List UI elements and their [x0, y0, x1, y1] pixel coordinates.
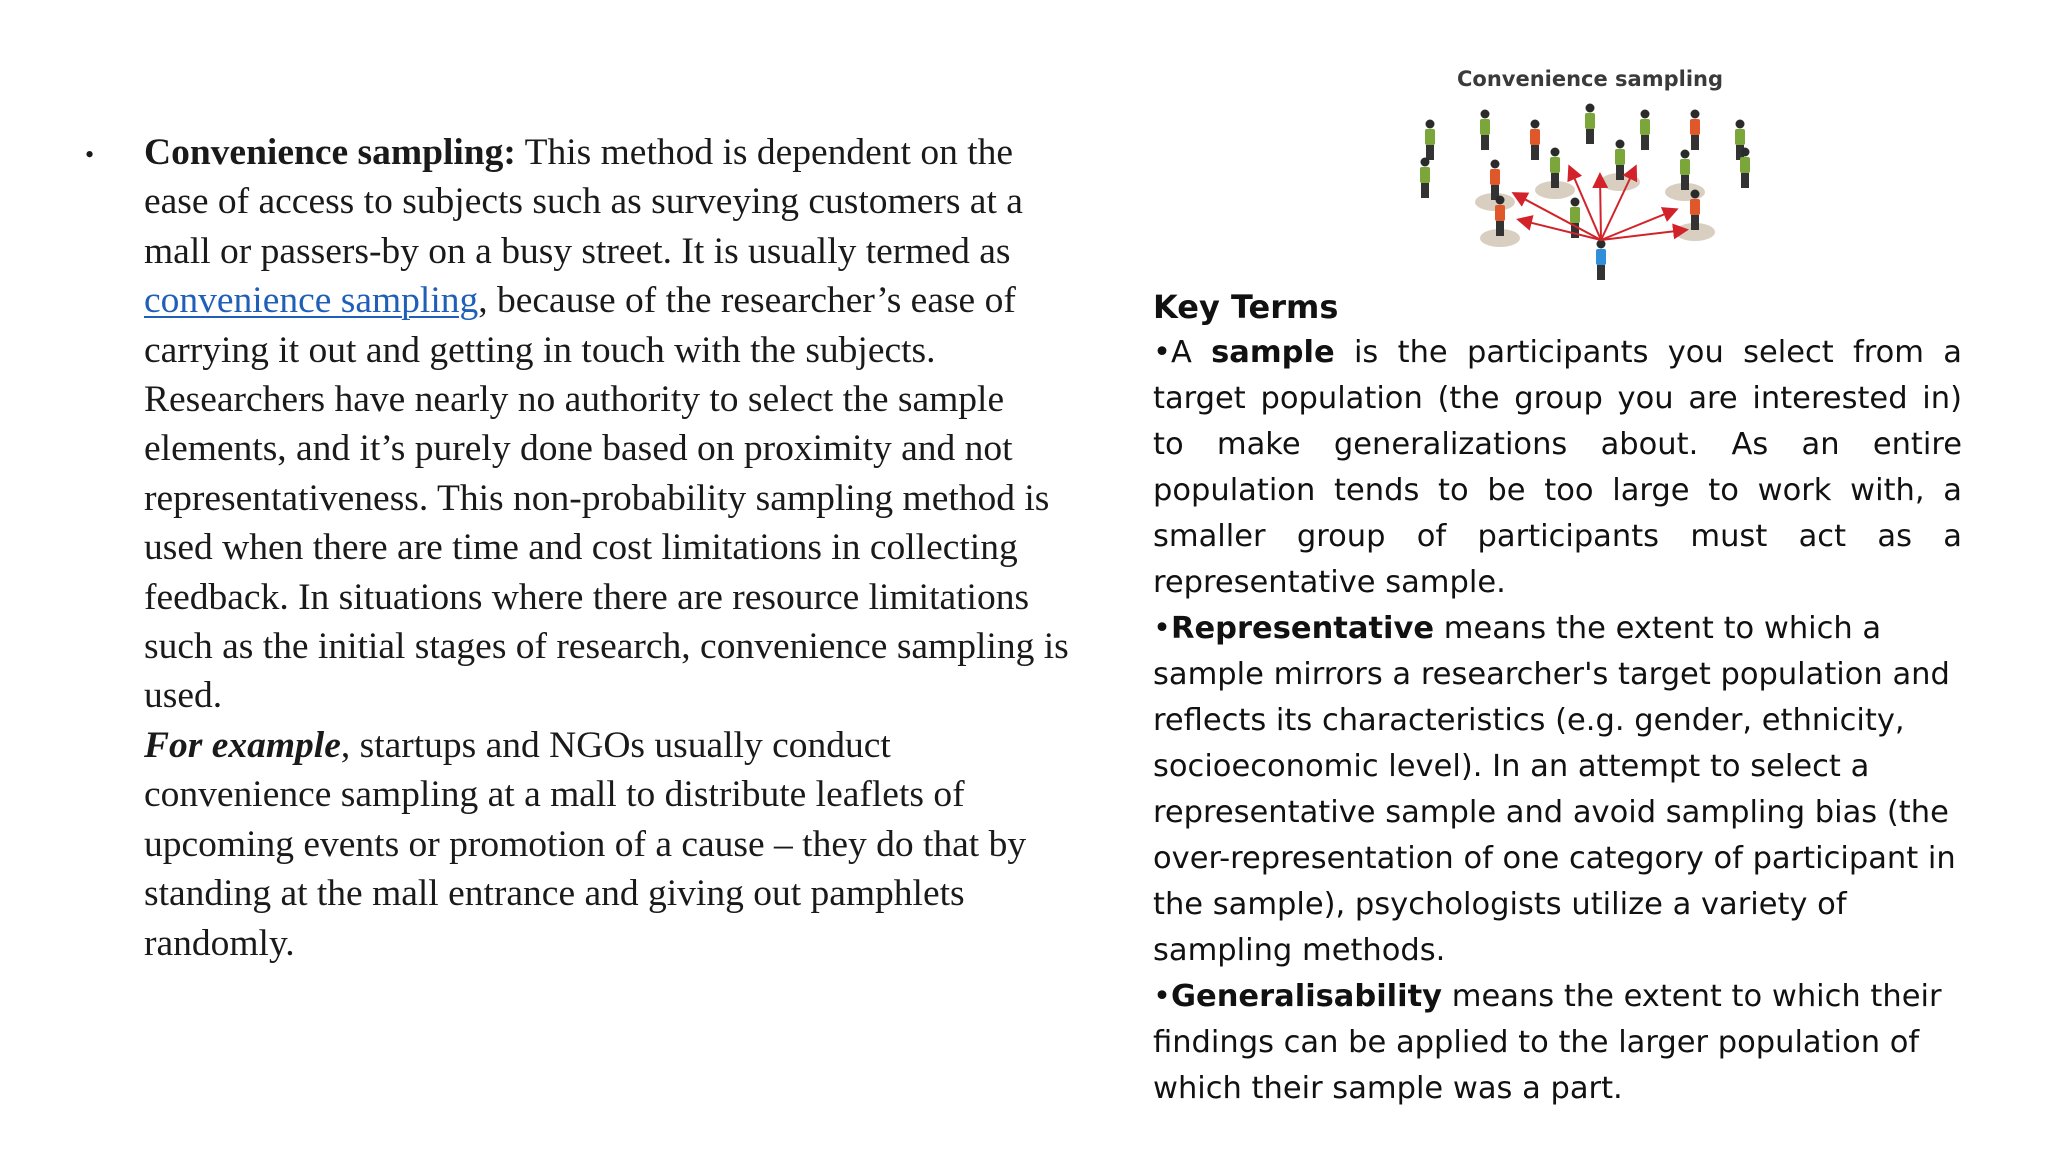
person-figure	[1690, 110, 1700, 151]
key-terms-section	[1153, 284, 1962, 1112]
example-text: , startups and NGOs usually conduct convenience sampling at a mall to distribute leaflets of upcoming events or promotion of a cause – they do that by standing at the mall entrance and giving out pamphlets randomly.	[144, 724, 1027, 964]
term-prefix: •	[1153, 979, 1171, 1014]
person-figure	[1530, 120, 1540, 161]
person-figure	[1596, 240, 1606, 281]
term-name: sample	[1211, 335, 1335, 370]
term-representative	[1153, 606, 1962, 974]
term-definition: means the extent to which a sample mirrors a researcher's target population and reflects its characteristics (e.g. gender, ethnicity, socioeconomic level). In an attempt to select a representative sample and avoid sampling bias (the over-representation of one category of participant in the sample), psychologists utilize a variety of sampling methods.	[1153, 611, 1956, 968]
person-figure	[1480, 110, 1490, 151]
person-figure	[1535, 148, 1575, 200]
term-prefix: •A	[1153, 335, 1212, 370]
key-terms-heading: Key Terms	[1153, 288, 1339, 326]
convenience-sampling-paragraph	[144, 128, 1084, 968]
definition-text-before-link: This method is dependent on the ease of access to subjects such as surveying customers at a mall or passers-by on a busy street. It is usually termed as	[144, 132, 1023, 272]
term-sample	[1153, 330, 1962, 606]
term-prefix: •	[1153, 611, 1171, 646]
example-label: For example	[144, 724, 341, 766]
population-figures	[1420, 104, 1750, 281]
person-figure	[1475, 160, 1515, 212]
bullet-point: •	[85, 140, 95, 169]
selection-arrow	[1515, 194, 1601, 240]
term-name: Generalisability	[1171, 979, 1443, 1014]
selection-arrow	[1600, 176, 1601, 240]
person-figure	[1425, 120, 1435, 161]
term-definition: is the participants you select from a target population (the group you are interested in) to make generalizations about. As an entire population tends to be too large to work with, a smaller group of participants must act as a representative sample.	[1153, 335, 1962, 600]
convenience-sampling-heading: Convenience sampling:	[144, 132, 516, 173]
example-paragraph	[144, 721, 1084, 968]
selection-arrows	[1515, 168, 1685, 240]
person-figure	[1740, 148, 1750, 189]
definition-text-after-link: , because of the researcher’s ease of carrying it out and getting in touch with the subjects. Researchers have nearly no authority to select the sample elements, and it’s purely done based on proximity and not representativeness. This non-probability sampling method is used when there are time and cost limitations in collecting feedback. In situations where there are resource limitations such as the initial stages of research, convenience sampling is used.	[144, 280, 1069, 717]
person-figure	[1585, 104, 1595, 145]
left-column	[75, 128, 1085, 968]
term-generalisability	[1153, 974, 1962, 1112]
convenience-sampling-link[interactable]: convenience sampling	[144, 280, 479, 322]
convenience-sampling-illustration	[1395, 62, 1795, 312]
term-name: Representative	[1171, 611, 1435, 646]
person-figure	[1600, 140, 1640, 192]
person-figure	[1640, 110, 1650, 151]
illustration-title: Convenience sampling	[1456, 67, 1724, 91]
selection-arrow	[1520, 220, 1601, 240]
term-definition: means the extent to which their findings can be applied to the larger population of which their sample was a part.	[1153, 979, 1942, 1106]
definition-paragraph	[144, 128, 1084, 721]
person-figure	[1420, 158, 1430, 199]
people-sampling-diagram	[1395, 102, 1795, 312]
